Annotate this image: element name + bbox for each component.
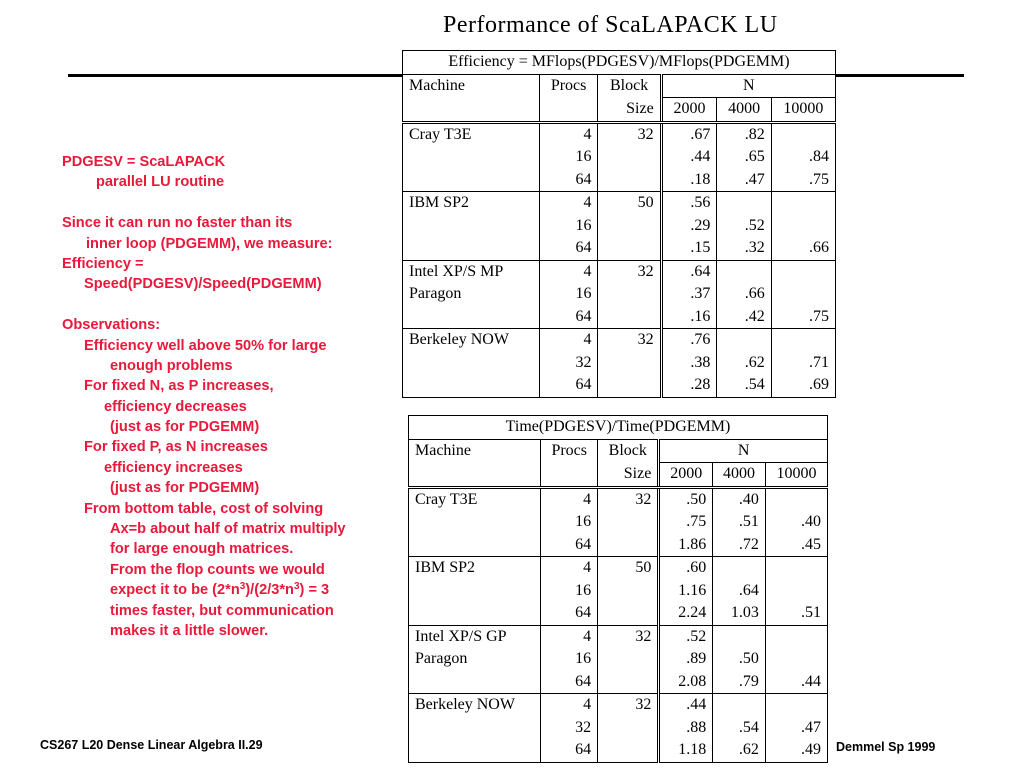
table-row — [403, 283, 836, 306]
header-n-10000: 10000 — [765, 463, 827, 488]
cell-n-10000 — [765, 487, 827, 511]
cell-n-2000: .44 — [659, 694, 713, 717]
cell-n-2000: .16 — [661, 306, 717, 329]
note-line: efficiency decreases — [104, 398, 247, 415]
footer-course: CS267 L20 Dense Linear Algebra II.29 — [40, 738, 263, 752]
cell-procs: 4 — [541, 625, 598, 648]
cell-block-size — [598, 648, 659, 671]
cell-n-10000 — [765, 694, 827, 717]
formula-part: ) = 3 — [299, 582, 330, 599]
note-line: From the flop counts we would — [110, 561, 325, 578]
slide-title: Performance of ScaLAPACK LU — [443, 12, 778, 38]
cell-machine: Intel XP/S MP — [403, 260, 540, 283]
cell-n-4000: .40 — [713, 487, 766, 511]
cell-block-size: 32 — [598, 260, 661, 283]
header-machine: Machine — [415, 442, 471, 459]
header-n-2000: 2000 — [661, 98, 717, 123]
cell-n-10000: .40 — [765, 511, 827, 534]
cell-n-10000 — [771, 260, 835, 283]
table-row — [403, 169, 836, 192]
cell-n-2000: .60 — [659, 557, 713, 580]
cell-n-10000 — [771, 283, 835, 306]
cell-machine — [403, 306, 540, 329]
cell-machine — [409, 671, 541, 694]
cell-procs: 4 — [539, 192, 598, 215]
note-line: PDGESV = ScaLAPACK — [62, 154, 226, 170]
cell-n-4000: .42 — [717, 306, 771, 329]
cell-n-4000: .62 — [713, 739, 766, 762]
cell-block-size — [598, 580, 659, 603]
cell-procs: 16 — [541, 648, 598, 671]
note-line: Ax=b about half of matrix multiply — [110, 521, 346, 538]
cell-machine — [403, 352, 540, 375]
cell-n-2000: 1.18 — [659, 739, 713, 762]
cell-machine: Cray T3E — [403, 122, 540, 146]
cell-procs: 64 — [541, 534, 598, 557]
cell-machine: IBM SP2 — [403, 192, 540, 215]
cell-n-10000: .47 — [765, 717, 827, 740]
cell-n-4000: .65 — [717, 146, 771, 169]
cell-block-size — [598, 534, 659, 557]
cell-n-4000 — [713, 557, 766, 580]
cell-procs: 64 — [539, 169, 598, 192]
note-line: For fixed N, as P increases, — [84, 378, 274, 395]
cell-procs: 4 — [539, 122, 598, 146]
cell-n-4000: 1.03 — [713, 602, 766, 625]
note-gap — [62, 193, 402, 213]
table-row — [409, 602, 828, 625]
cell-machine — [409, 580, 541, 603]
note-line: Efficiency = — [62, 255, 144, 272]
table-header-row — [403, 98, 836, 123]
table-row — [409, 580, 828, 603]
header-size: Size — [598, 463, 659, 488]
note-gap — [62, 295, 402, 315]
cell-procs: 64 — [541, 739, 598, 762]
cell-n-10000 — [765, 648, 827, 671]
cell-n-10000 — [771, 215, 835, 238]
header-size: Size — [598, 98, 661, 123]
note-line: makes it a little slower. — [110, 622, 269, 639]
cell-block-size — [598, 283, 661, 306]
note-line: enough problems — [110, 357, 233, 374]
table-header-row — [409, 463, 828, 488]
formula-part: expect it to be (2*n — [110, 582, 240, 599]
cell-n-4000 — [713, 694, 766, 717]
cell-machine — [403, 215, 540, 238]
cell-n-2000: .64 — [661, 260, 717, 283]
table-row — [409, 648, 828, 671]
header-n-4000: 4000 — [717, 98, 771, 123]
cell-n-10000 — [765, 580, 827, 603]
table-row — [403, 122, 836, 146]
table-row — [409, 487, 828, 511]
cell-n-10000 — [771, 329, 835, 352]
cell-n-2000: .50 — [659, 487, 713, 511]
time-ratio-table-body — [409, 416, 828, 763]
table-caption-row — [403, 51, 836, 75]
cell-n-10000: .44 — [765, 671, 827, 694]
header-n-10000: 10000 — [771, 98, 835, 123]
cell-block-size — [598, 169, 661, 192]
footer-author: Demmel Sp 1999 — [836, 740, 936, 754]
cell-n-4000: .52 — [717, 215, 771, 238]
cell-block-size: 32 — [598, 625, 659, 648]
header-block: Block — [598, 439, 659, 463]
cell-procs: 16 — [541, 511, 598, 534]
table-row — [403, 329, 836, 352]
cell-n-4000: .54 — [717, 374, 771, 397]
cell-n-2000: .88 — [659, 717, 713, 740]
cell-n-2000: .44 — [661, 146, 717, 169]
cell-n-10000 — [771, 122, 835, 146]
cell-n-4000: .54 — [713, 717, 766, 740]
table-row — [403, 260, 836, 283]
note-line: for large enough matrices. — [110, 541, 294, 558]
cell-n-2000: .18 — [661, 169, 717, 192]
efficiency-table — [402, 50, 836, 398]
table-row — [403, 237, 836, 260]
table-row — [409, 534, 828, 557]
cell-block-size — [598, 602, 659, 625]
cell-machine — [409, 717, 541, 740]
cell-n-4000 — [713, 625, 766, 648]
note-line: For fixed P, as N increases — [84, 439, 268, 456]
cell-block-size — [598, 739, 659, 762]
formula-exponent: 3 — [293, 581, 300, 593]
table-row — [403, 146, 836, 169]
table-row — [409, 671, 828, 694]
header-blank — [541, 463, 598, 488]
cell-block-size: 32 — [598, 694, 659, 717]
table-row — [409, 625, 828, 648]
cell-n-2000: .76 — [661, 329, 717, 352]
header-block: Block — [598, 74, 661, 98]
cell-procs: 4 — [539, 260, 598, 283]
cell-machine: Cray T3E — [409, 487, 541, 511]
cell-procs: 16 — [541, 580, 598, 603]
header-machine: Machine — [409, 77, 465, 94]
cell-procs: 64 — [539, 237, 598, 260]
cell-n-2000: 1.16 — [659, 580, 713, 603]
cell-block-size: 32 — [598, 329, 661, 352]
cell-n-10000: .51 — [765, 602, 827, 625]
cell-block-size — [598, 352, 661, 375]
cell-procs: 64 — [539, 306, 598, 329]
table-row — [409, 694, 828, 717]
table-row — [409, 511, 828, 534]
header-n: N — [661, 74, 835, 98]
cell-block-size — [598, 511, 659, 534]
table-caption: Time(PDGESV)/Time(PDGEMM) — [409, 416, 828, 440]
cell-block-size: 50 — [598, 557, 659, 580]
cell-n-10000: .75 — [771, 169, 835, 192]
note-line: Observations: — [62, 317, 161, 334]
cell-n-10000: .71 — [771, 352, 835, 375]
cell-n-4000 — [717, 192, 771, 215]
cell-n-2000: .29 — [661, 215, 717, 238]
table-row — [409, 717, 828, 740]
cell-block-size — [598, 146, 661, 169]
formula-exponent: 3 — [239, 581, 246, 593]
cell-n-2000: .15 — [661, 237, 717, 260]
table-row — [403, 374, 836, 397]
cell-n-10000: .84 — [771, 146, 835, 169]
cell-n-4000: .82 — [717, 122, 771, 146]
cell-n-2000: 1.86 — [659, 534, 713, 557]
header-n-2000: 2000 — [659, 463, 713, 488]
table-caption: Efficiency = MFlops(PDGESV)/MFlops(PDGEMM) — [403, 51, 836, 75]
cell-machine: Berkeley NOW — [403, 329, 540, 352]
note-line: efficiency increases — [104, 459, 243, 476]
cell-block-size — [598, 671, 659, 694]
header-n-4000: 4000 — [713, 463, 766, 488]
cell-machine — [403, 146, 540, 169]
header-n: N — [659, 439, 828, 463]
cell-machine: IBM SP2 — [409, 557, 541, 580]
cell-n-2000: 2.24 — [659, 602, 713, 625]
cell-machine — [409, 534, 541, 557]
cell-n-4000: .50 — [713, 648, 766, 671]
cell-machine: Intel XP/S GP — [409, 625, 541, 648]
cell-procs: 32 — [539, 352, 598, 375]
table-header-row — [403, 74, 836, 98]
formula-part: )/(2/3*n — [245, 582, 294, 599]
cell-n-4000: .64 — [713, 580, 766, 603]
note-line: Efficiency well above 50% for large — [84, 337, 327, 354]
cell-block-size: 32 — [598, 122, 661, 146]
cell-n-4000: .51 — [713, 511, 766, 534]
table-caption-row — [409, 416, 828, 440]
cell-n-10000: .45 — [765, 534, 827, 557]
table-row — [403, 215, 836, 238]
cell-n-2000: .52 — [659, 625, 713, 648]
header-blank — [539, 98, 598, 123]
header-procs: Procs — [541, 439, 598, 463]
cell-n-4000: .62 — [717, 352, 771, 375]
time-ratio-table — [408, 415, 828, 763]
cell-n-2000: .37 — [661, 283, 717, 306]
table-row — [409, 739, 828, 762]
cell-procs: 32 — [541, 717, 598, 740]
note-line: From bottom table, cost of solving — [84, 500, 324, 517]
cell-n-2000: .28 — [661, 374, 717, 397]
cell-procs: 64 — [541, 671, 598, 694]
cell-n-2000: .56 — [661, 192, 717, 215]
cell-procs: 4 — [541, 487, 598, 511]
cell-n-4000: .66 — [717, 283, 771, 306]
cell-procs: 4 — [541, 557, 598, 580]
cell-n-10000 — [765, 625, 827, 648]
note-line: (just as for PDGEMM) — [110, 419, 260, 436]
cell-machine: Berkeley NOW — [409, 694, 541, 717]
cell-machine — [409, 602, 541, 625]
cell-n-4000 — [717, 329, 771, 352]
cell-n-4000: .72 — [713, 534, 766, 557]
cell-n-4000: .79 — [713, 671, 766, 694]
cell-procs: 4 — [539, 329, 598, 352]
cell-machine: Paragon — [415, 650, 468, 668]
cell-n-2000: 2.08 — [659, 671, 713, 694]
header-blank — [403, 98, 540, 123]
note-line: inner loop (PDGEMM), we measure: — [86, 235, 333, 252]
note-line-formula — [62, 580, 402, 600]
cell-n-2000: .67 — [661, 122, 717, 146]
cell-n-2000: .75 — [659, 511, 713, 534]
cell-procs: 64 — [539, 374, 598, 397]
cell-n-4000: .47 — [717, 169, 771, 192]
header-blank — [409, 463, 541, 488]
cell-machine — [409, 739, 541, 762]
cell-n-10000 — [771, 192, 835, 215]
cell-n-10000 — [765, 557, 827, 580]
cell-procs: 64 — [541, 602, 598, 625]
cell-machine — [403, 374, 540, 397]
cell-block-size — [598, 215, 661, 238]
cell-n-10000: .49 — [765, 739, 827, 762]
cell-n-4000: .32 — [717, 237, 771, 260]
cell-n-2000: .89 — [659, 648, 713, 671]
cell-machine — [403, 169, 540, 192]
cell-n-2000: .38 — [661, 352, 717, 375]
table-row — [403, 352, 836, 375]
note-line: times faster, but communication — [110, 602, 334, 619]
header-procs: Procs — [539, 74, 598, 98]
cell-machine — [409, 511, 541, 534]
table-row — [409, 557, 828, 580]
table-header-row — [409, 439, 828, 463]
cell-procs: 16 — [539, 283, 598, 306]
cell-block-size: 32 — [598, 487, 659, 511]
table-row — [403, 192, 836, 215]
cell-block-size: 50 — [598, 192, 661, 215]
note-line: parallel LU routine — [96, 174, 225, 191]
cell-n-10000: .66 — [771, 237, 835, 260]
cell-block-size — [598, 306, 661, 329]
cell-n-10000: .69 — [771, 374, 835, 397]
cell-block-size — [598, 374, 661, 397]
cell-machine: Paragon — [409, 285, 462, 303]
notes-text — [62, 152, 402, 641]
cell-procs: 16 — [539, 215, 598, 238]
cell-block-size — [598, 717, 659, 740]
note-line: Since it can run no faster than its — [62, 215, 293, 232]
cell-procs: 16 — [539, 146, 598, 169]
cell-n-4000 — [717, 260, 771, 283]
cell-machine — [403, 237, 540, 260]
note-line: (just as for PDGEMM) — [110, 480, 260, 497]
cell-procs: 4 — [541, 694, 598, 717]
note-line: Speed(PDGESV)/Speed(PDGEMM) — [84, 276, 322, 293]
efficiency-table-body — [403, 51, 836, 398]
table-row — [403, 306, 836, 329]
cell-n-10000: .75 — [771, 306, 835, 329]
cell-block-size — [598, 237, 661, 260]
